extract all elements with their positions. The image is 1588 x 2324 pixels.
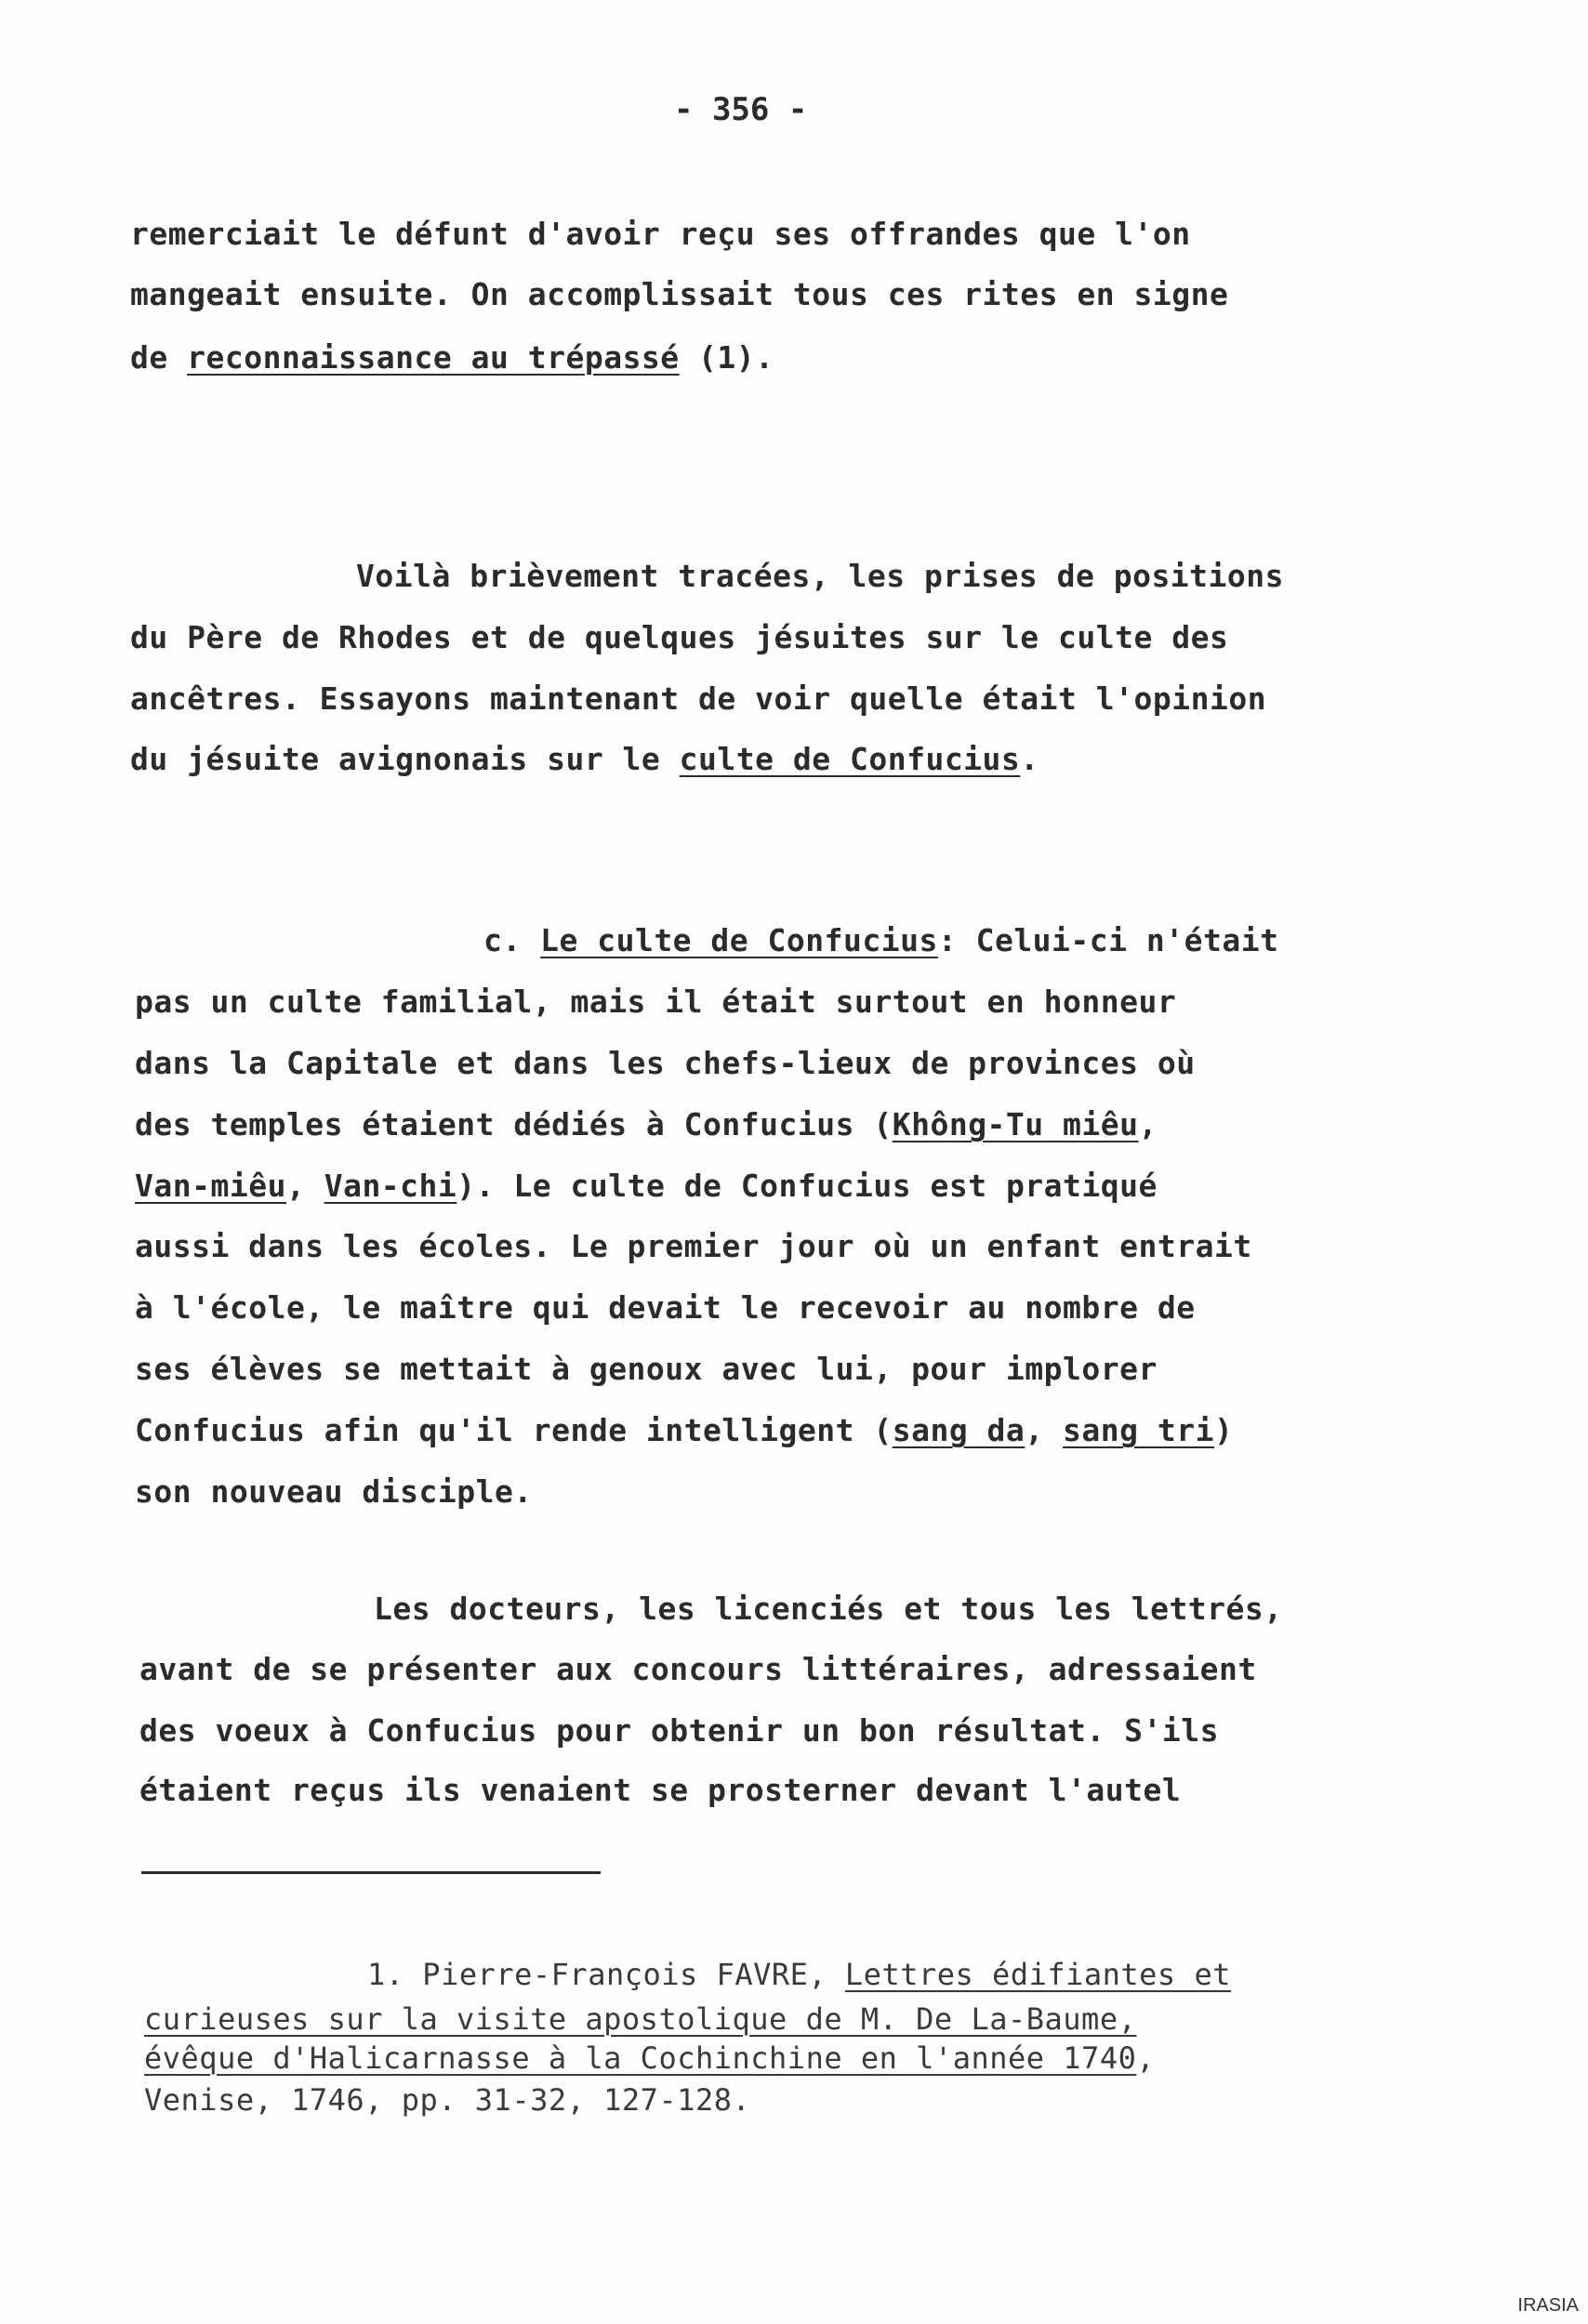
text-line: étaient reçus ils venaient se prosterner devant l'autel <box>139 1772 1182 1808</box>
underlined-phrase: Lettres édifiantes et <box>844 1957 1231 1992</box>
text-line: mangeait ensuite. On accomplissait tous ces rites en signe <box>130 276 1229 312</box>
underlined-phrase: Không-Tu miêu <box>892 1106 1139 1142</box>
text-line: dans la Capitale et dans les chefs-lieux de provinces où <box>135 1045 1196 1081</box>
text-line: des temples étaient dédiés à Confucius (Không-Tu miêu, <box>135 1106 1158 1142</box>
text-line: Confucius afin qu'il rende intelligent (sang da, sang tri) <box>135 1412 1234 1448</box>
underlined-phrase: sang da <box>892 1412 1026 1448</box>
watermark: IRASIA <box>1517 2295 1579 2316</box>
text-line: du jésuite avignonais sur le culte de Confucius. <box>130 741 1039 777</box>
text-line: avant de se présenter aux concours littéraires, adressaient <box>139 1651 1257 1687</box>
page-number: - 356 - <box>674 91 808 128</box>
text-line: son nouveau disciple. <box>135 1473 533 1510</box>
text-line: ses élèves se mettait à genoux avec lui, pour implorer <box>135 1351 1158 1387</box>
text-line: à l'école, le maître qui devait le recevoir au nombre de <box>135 1289 1196 1326</box>
section-heading-line: c. Le culte de Confucius: Celui-ci n'était <box>483 922 1279 958</box>
underlined-phrase: sang tri <box>1063 1412 1214 1448</box>
text-line: aussi dans les écoles. Le premier jour où un enfant entrait <box>135 1228 1252 1264</box>
text-line: Voilà brièvement tracées, les prises de positions <box>356 558 1285 594</box>
footnote-line: Venise, 1746, pp. 31-32, 127-128. <box>144 2082 751 2118</box>
underlined-phrase: reconnaissance au trépassé <box>187 339 680 376</box>
footnote-line: évêque d'Halicarnasse à la Cochinchine en l'année 1740, <box>144 2040 1156 2076</box>
footnote-separator <box>141 1871 601 1874</box>
underlined-phrase: Van-chi <box>324 1168 457 1204</box>
underlined-phrase: évêque d'Halicarnasse à la Cochinchine en l'année 1740 <box>144 2040 1137 2076</box>
underlined-phrase: culte de Confucius <box>679 741 1021 777</box>
footnote-line: 1. Pierre-François FAVRE, Lettres édifiantes et <box>367 1957 1231 1992</box>
text-line: pas un culte familial, mais il était surtout en honneur <box>135 984 1177 1020</box>
text-line: Van-miêu, Van-chi). Le culte de Confucius est pratiqué <box>135 1168 1158 1204</box>
underlined-phrase: curieuses sur la visite apostolique de M. De La-Baume, <box>144 2001 1137 2037</box>
text-line: des voeux à Confucius pour obtenir un bon résultat. S'ils <box>139 1712 1219 1749</box>
section-title: Le culte de Confucius <box>540 922 938 958</box>
text-line: remerciait le défunt d'avoir reçu ses offrandes que l'on <box>130 216 1191 252</box>
text-line: Les docteurs, les licenciés et tous les lettrés, <box>374 1591 1283 1627</box>
underlined-phrase: Van-miêu <box>135 1168 286 1204</box>
footnote-line <box>144 2000 1136 2038</box>
text-line: de reconnaissance au trépassé (1). <box>130 339 774 376</box>
text-line: ancêtres. Essayons maintenant de voir quelle était l'opinion <box>130 680 1267 717</box>
text-line: du Père de Rhodes et de quelques jésuites sur le culte des <box>130 619 1229 655</box>
